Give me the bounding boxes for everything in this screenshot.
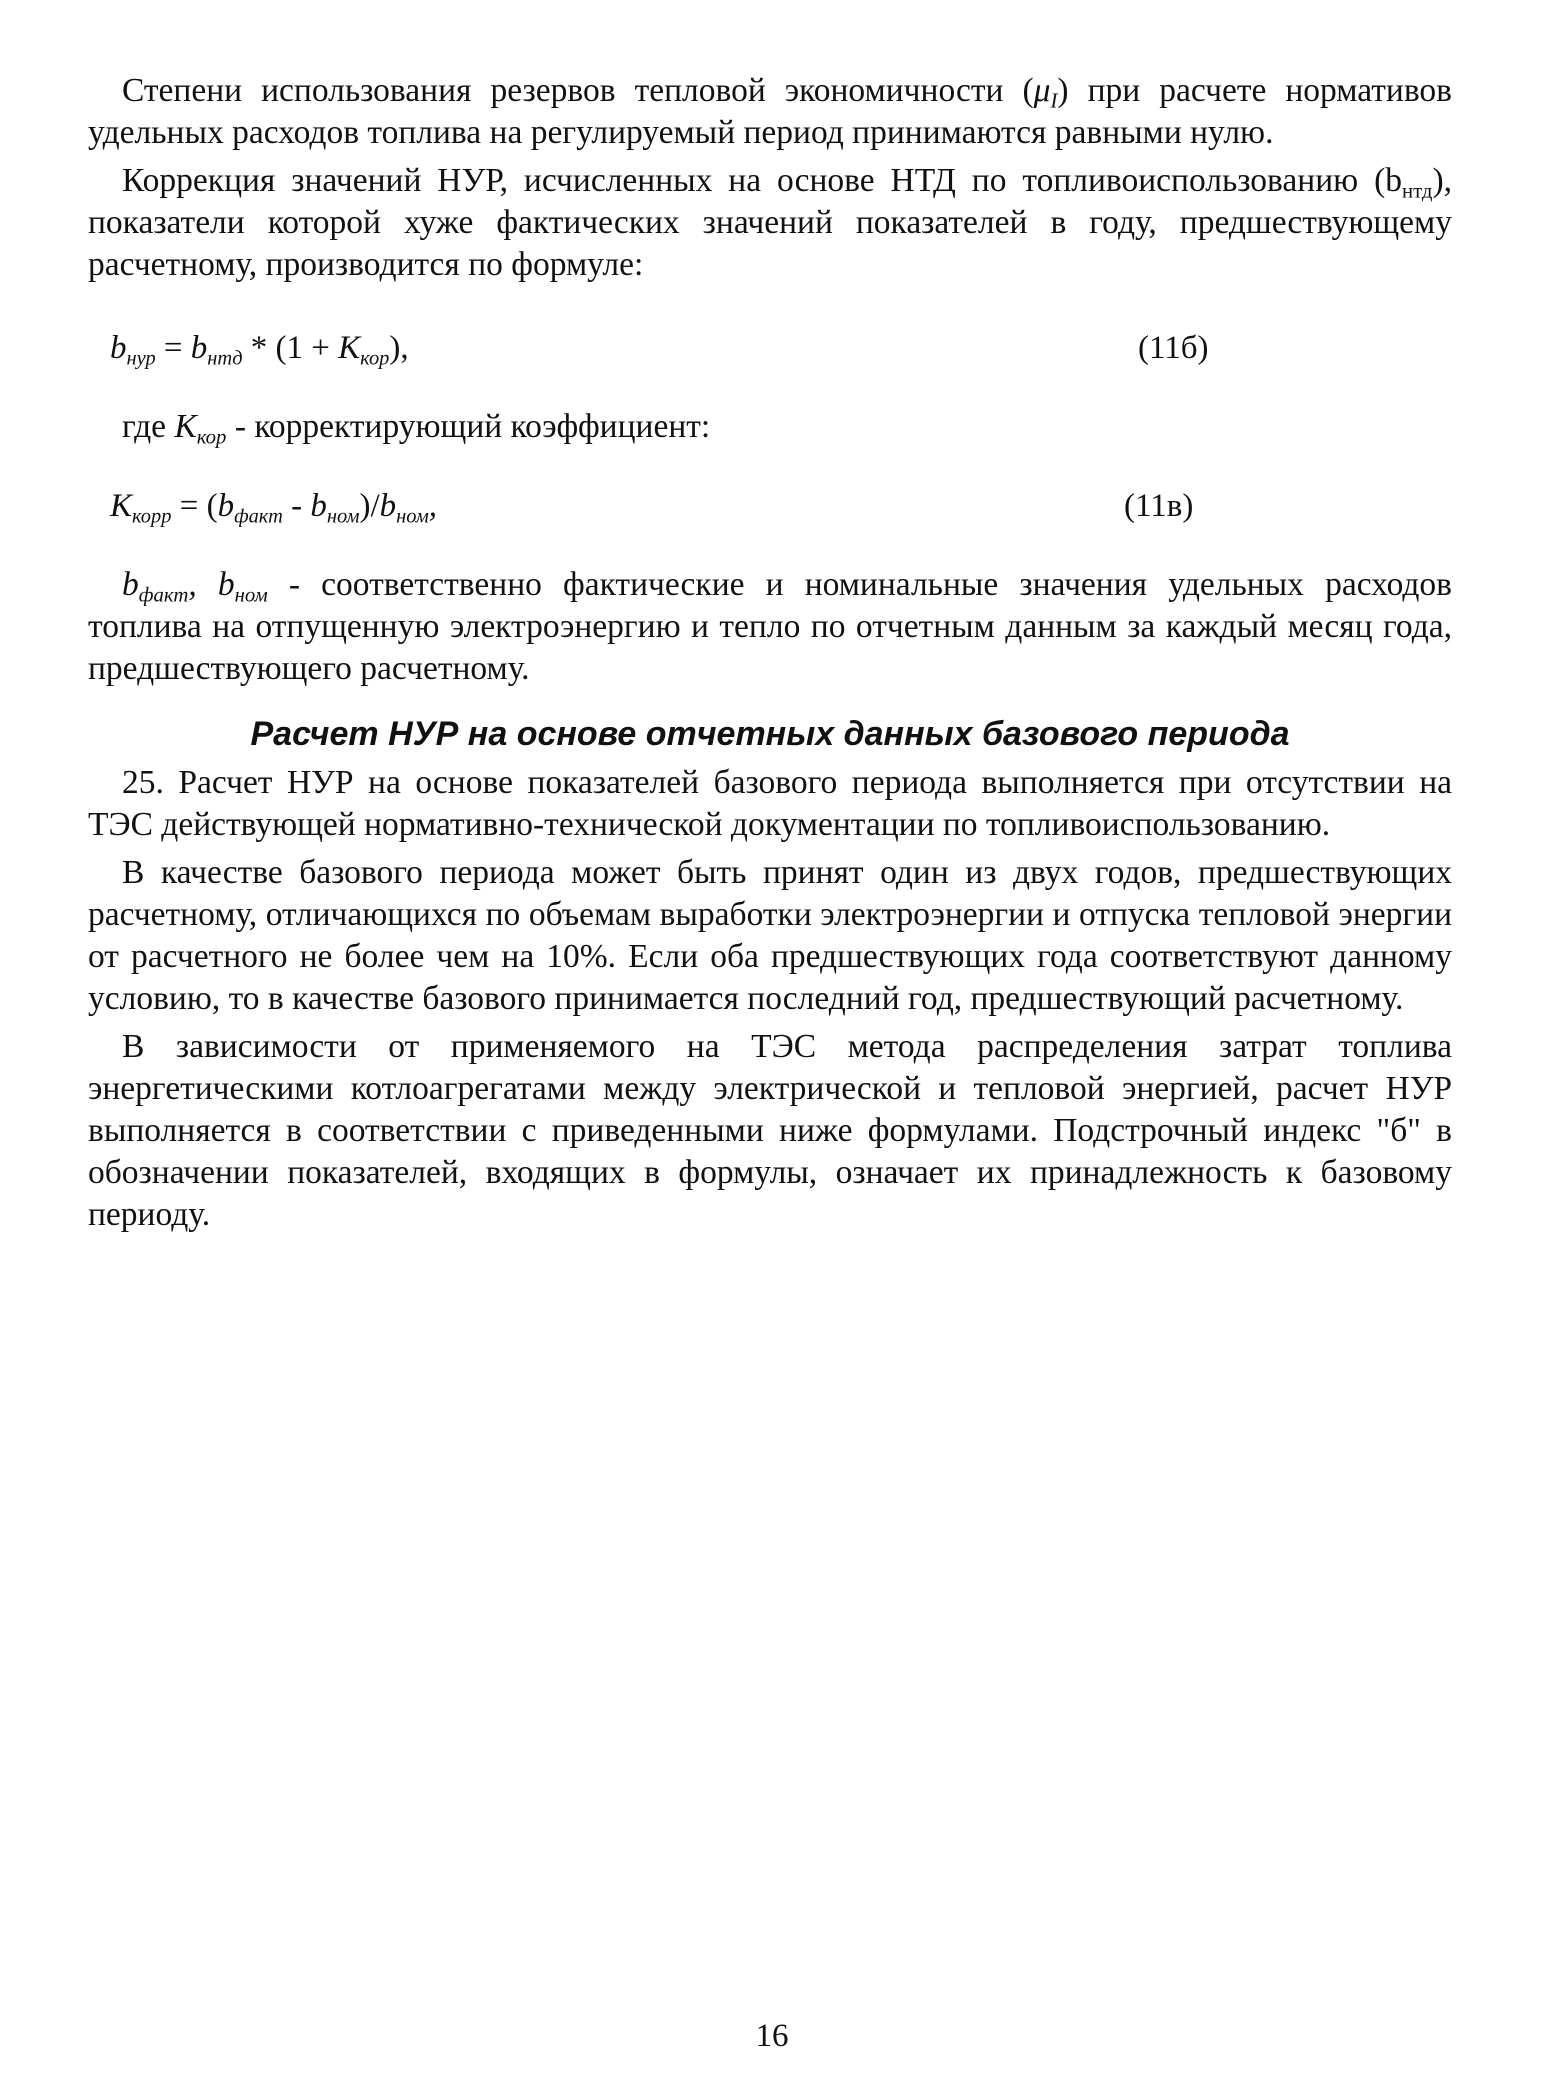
def-sep: , <box>188 566 218 603</box>
where-prefix: где <box>122 408 175 445</box>
f11b-mid: * (1 + <box>242 330 339 366</box>
section-heading: Расчет НУР на основе отчетных данных базового периода <box>250 715 1290 753</box>
def-sub-nom: ном <box>234 583 268 607</box>
f11v-k: K <box>110 488 133 524</box>
paragraph-definitions <box>88 564 1452 690</box>
f11v-end: , <box>428 488 438 524</box>
where-k: K <box>174 408 197 445</box>
formula-11b <box>88 322 1452 384</box>
where-line <box>122 406 1452 466</box>
p1-text-before: Степени использования резервов тепловой экономичности ( <box>122 72 1034 109</box>
p1-text-after: ) при расчете нормативов удельных расходов топлива на регулируемый период принимаются равными нулю. <box>88 72 1452 151</box>
f11v-sub-fakt: факт <box>234 505 283 528</box>
f11v-eq-open: = ( <box>171 488 218 524</box>
p2-text-before: Коррекция значений НУР, исчисленных на основе НТД по топливоиспользованию (b <box>122 162 1402 199</box>
paragraph-distribution: В зависимости от применяемого на ТЭС метода распределения затрат топлива энергетическими котлоагрегатами между электрической и тепловой энергией, расчет НУР выполняется в соответствии с приведенными ниже формулами. Подстрочный индекс "б" в обозначении показателей, входящих в формулы, означает их принадлежность к базовому периоду. <box>88 1028 1452 1233</box>
formula-11b-number: (11б) <box>1138 330 1209 366</box>
f11v-b3: b <box>379 488 397 524</box>
b-ntd-subscript: нтд <box>1401 179 1433 203</box>
f11b-sub-kor: кор <box>360 347 390 370</box>
f11b-b2: b <box>190 330 208 366</box>
mu-symbol: μ <box>1033 72 1051 109</box>
paragraph-base-period: В качестве базового периода может быть принят один из двух годов, предшествующих расчетному, отличающихся по объемам выработки электроэнергии и отпуска тепловой энергии от расчетного не более чем на 10%. Если оба предшествующих года соответствуют данному условию, то в качестве базового принимается последний год, предшествующий расчетному. <box>88 854 1452 1017</box>
formula-11v-number: (11в) <box>1124 488 1194 524</box>
f11v-div: )/ <box>359 488 380 524</box>
f11v-sub-korr: корр <box>132 505 172 528</box>
paragraph-25: 25. Расчет НУР на основе показателей базового периода выполняется при отсутствии на ТЭС действующей нормативно-технической документации по топливоиспользованию. <box>88 764 1452 843</box>
document-page <box>88 70 1452 1242</box>
p2-text-after: ), показатели которой хуже фактических значений показателей в году, предшествующему расчетному, производится по формуле: <box>88 162 1452 283</box>
f11b-k: K <box>338 330 361 366</box>
where-suffix: - корректирующий коэффициент: <box>226 408 711 445</box>
f11b-sub-ntd: нтд <box>207 347 243 370</box>
mu-subscript: I <box>1050 89 1058 113</box>
def-b1: b <box>122 566 139 603</box>
f11b-eq: = <box>155 330 191 366</box>
where-k-sub: кор <box>196 425 227 449</box>
f11b-b: b <box>110 330 127 366</box>
f11v-minus: - <box>282 488 311 524</box>
paragraph-correction <box>88 160 1452 286</box>
formula-11v-expression <box>110 488 438 528</box>
page-number: 16 <box>755 2018 789 2054</box>
f11v-b2: b <box>310 488 327 524</box>
p3-text-after: - соответственно фактические и номинальные значения удельных расходов топлива на отпущенную электроэнергию и тепло по отчетным данным за каждый месяц года, предшествующего расчетному. <box>88 566 1452 687</box>
paragraph-reserves <box>88 70 1452 154</box>
formula-11b-expression <box>110 330 409 370</box>
f11v-sub-nom2: ном <box>396 505 429 528</box>
f11b-sub-nur: нур <box>126 347 156 370</box>
f11v-b1: b <box>217 488 235 524</box>
def-b2: b <box>217 566 235 603</box>
f11v-sub-nom: ном <box>326 505 360 528</box>
def-sub-fakt: факт <box>138 583 189 607</box>
formula-11v <box>88 480 1452 542</box>
f11b-end: ), <box>389 330 409 366</box>
